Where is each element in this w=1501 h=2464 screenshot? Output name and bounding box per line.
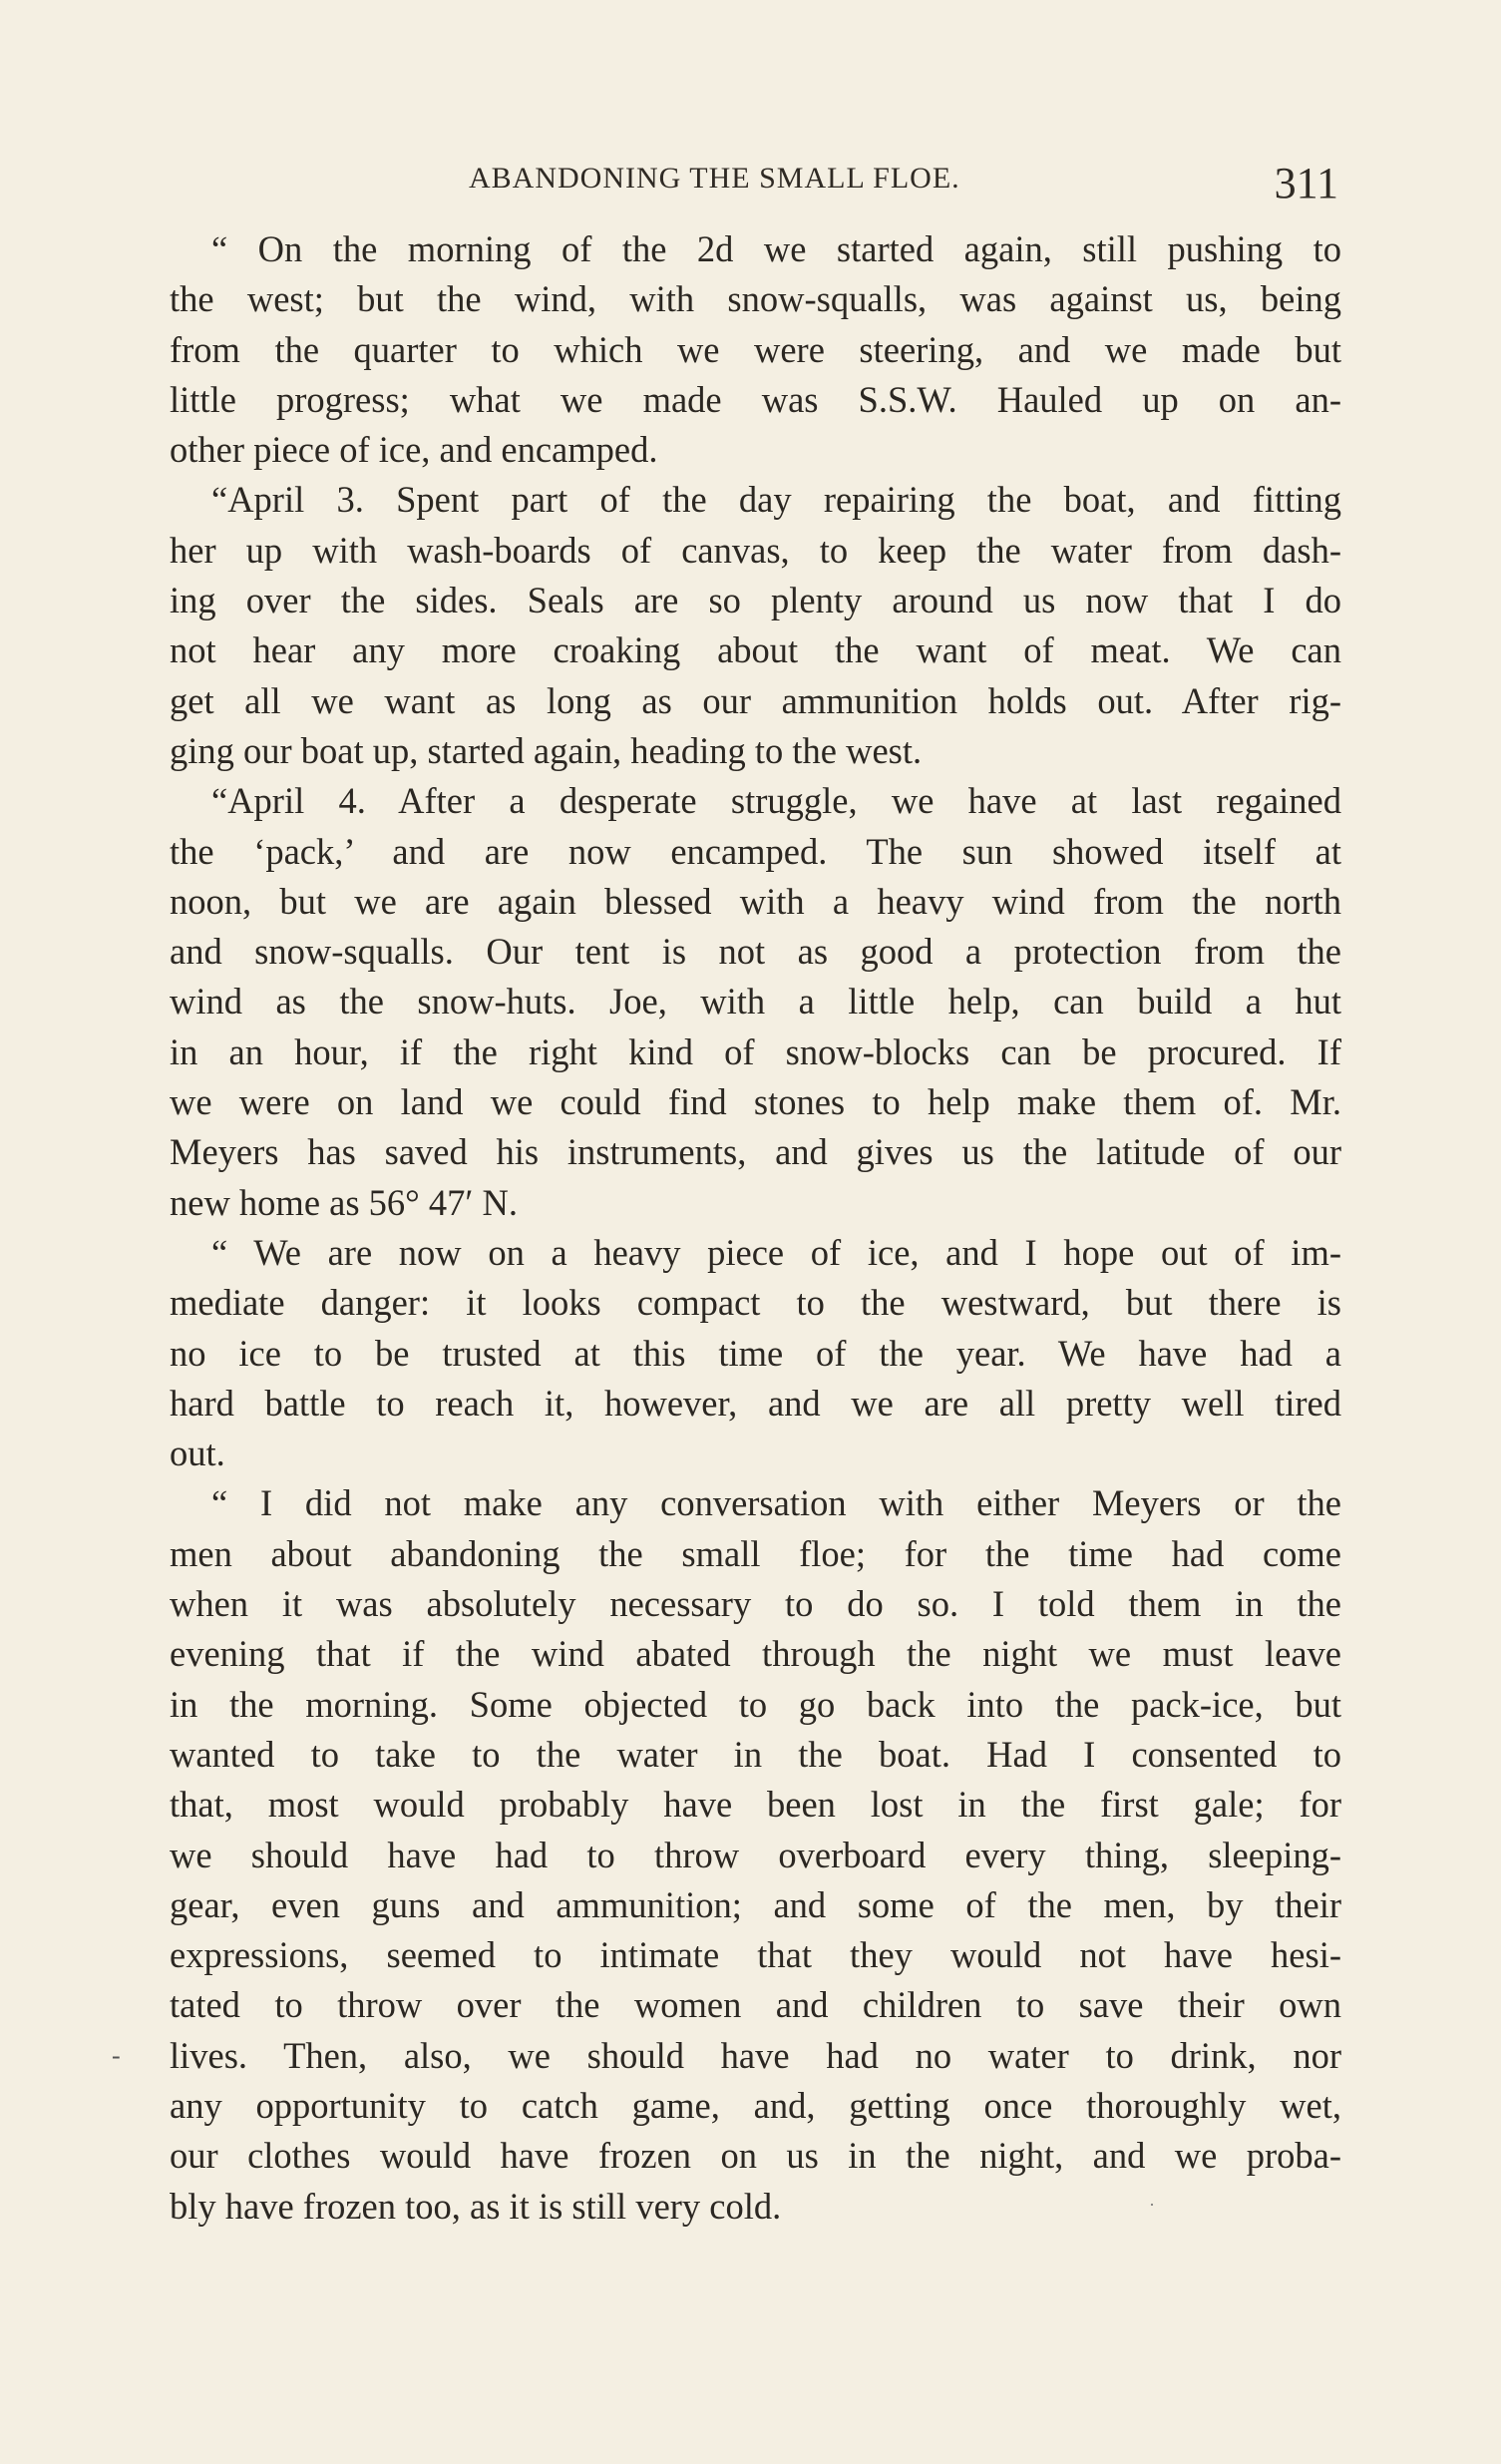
text-line: “ I did not make any conversation with either Meyers or the xyxy=(211,1482,1341,1524)
text-line: lives. Then, also, we should have had no water to drink, nor xyxy=(170,2034,1341,2076)
text-line: bly have frozen too, as it is still very cold. xyxy=(170,2185,782,2227)
text-line: noon, but we are again blessed with a heavy wind from the north xyxy=(170,880,1341,922)
text-line: we should have had to throw overboard every thing, sleeping- xyxy=(170,1834,1341,1875)
text-line: no ice to be trusted at this time of the year. We have had a xyxy=(170,1332,1341,1374)
text-line: expressions, seemed to intimate that they would not have hesi- xyxy=(170,1934,1341,1976)
text-line: the west; but the wind, with snow-squalls, was against us, being xyxy=(170,278,1341,320)
text-line: evening that if the wind abated through the night we must leave xyxy=(170,1633,1341,1675)
text-line: any opportunity to catch game, and, getting once thoroughly wet, xyxy=(170,2084,1341,2126)
text-line: hard battle to reach it, however, and we are all pretty well tired xyxy=(170,1382,1341,1424)
text-line: the ‘pack,’ and are now encamped. The sun showed itself at xyxy=(170,830,1341,872)
text-line: wind as the snow-huts. Joe, with a little help, can build a hut xyxy=(170,981,1341,1023)
text-line: not hear any more croaking about the want of meat. We can xyxy=(170,629,1341,671)
text-line: “April 3. Spent part of the day repairing the boat, and fitting xyxy=(211,479,1341,521)
text-line: “April 4. After a desperate struggle, we have at last regained xyxy=(211,780,1341,822)
margin-dot-mark: · xyxy=(1149,2195,1155,2215)
text-line: men about abandoning the small floe; for the time had come xyxy=(170,1532,1341,1574)
text-line: get all we want as long as our ammunition holds out. After rig- xyxy=(170,679,1341,721)
text-line: gear, even guns and ammunition; and some of the men, by their xyxy=(170,1883,1341,1925)
text-line: in an hour, if the right kind of snow-blocks can be procured. If xyxy=(170,1030,1341,1072)
text-line: tated to throw over the women and children to save their own xyxy=(170,1984,1341,2026)
text-line: ing over the sides. Seals are so plenty around us now that I do xyxy=(170,580,1341,621)
text-line: other piece of ice, and encamped. xyxy=(170,429,658,471)
text-line: in the morning. Some objected to go back into the pack-ice, but xyxy=(170,1683,1341,1725)
text-line: ging our boat up, started again, heading to the west. xyxy=(170,729,923,771)
running-head: ABANDONING THE SMALL FLOE. xyxy=(469,162,960,195)
text-line: mediate danger: it looks compact to the westward, but there is xyxy=(170,1282,1341,1324)
text-line: her up with wash-boards of canvas, to keep the water from dash- xyxy=(170,529,1341,571)
page-number: 311 xyxy=(1274,159,1338,207)
margin-dash-mark: - xyxy=(112,2041,121,2070)
page-header xyxy=(170,158,1346,217)
text-line: “ On the morning of the 2d we started again, still pushing to xyxy=(211,228,1341,269)
text-line: Meyers has saved his instruments, and gives us the latitude of our xyxy=(170,1131,1341,1173)
text-line: new home as 56° 47′ N. xyxy=(170,1181,518,1223)
text-line: from the quarter to which we were steering, and we made but xyxy=(170,328,1341,370)
body-text xyxy=(170,224,1341,2232)
text-line: little progress; what we made was S.S.W. Hauled up on an- xyxy=(170,378,1341,420)
text-line: we were on land we could find stones to help make them of. Mr. xyxy=(170,1081,1341,1123)
text-line: and snow-squalls. Our tent is not as good a protection from the xyxy=(170,931,1341,973)
text-line: “ We are now on a heavy piece of ice, and I hope out of im- xyxy=(211,1231,1341,1273)
text-line: out. xyxy=(170,1433,225,1474)
text-line: our clothes would have frozen on us in the night, and we proba- xyxy=(170,2135,1341,2177)
text-line: wanted to take to the water in the boat. Had I consented to xyxy=(170,1733,1341,1775)
text-line: that, most would probably have been lost in the first gale; for xyxy=(170,1784,1341,1826)
text-line: when it was absolutely necessary to do so. I told them in the xyxy=(170,1583,1341,1625)
